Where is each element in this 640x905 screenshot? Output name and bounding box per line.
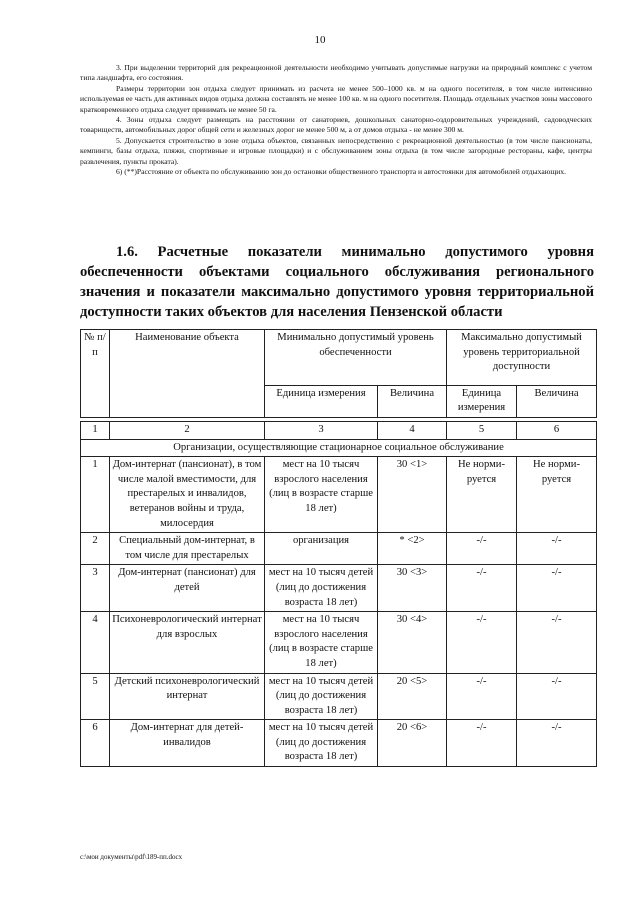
- table-row: [81, 565, 597, 612]
- row-value2: -/-: [517, 673, 597, 720]
- row-name: Дом-интернат (пансионат), в том числе малой вместимости, для престарелых и инвалидов, ветеранов войны и труда, милосердия: [110, 457, 265, 533]
- row-unit: мест на 10 тысяч взрослого населения (лиц в возрасте старше 18 лет): [265, 612, 378, 673]
- row-value2: Не норми-руется: [517, 457, 597, 533]
- row-value: 30 <4>: [378, 612, 447, 673]
- header-unit2: Единица измерения: [447, 385, 517, 417]
- paragraph: 6) (**)Расстояние от объекта по обслуживанию зон до остановки общественного транспорта и автостоянки для автомобилей отдыхающих.: [116, 167, 566, 177]
- row-unit: мест на 10 тысяч детей (лиц до достижения возраста 18 лет): [265, 720, 378, 767]
- row-unit: мест на 10 тысяч детей (лиц до достижения возраста 18 лет): [265, 565, 378, 612]
- row-num: 5: [81, 673, 110, 720]
- row-unit: мест на 10 тысяч взрослого населения (лиц в возрасте старше 18 лет): [265, 457, 378, 533]
- row-num: 6: [81, 720, 110, 767]
- table-row: [81, 673, 597, 720]
- row-value2: -/-: [517, 533, 597, 565]
- row-value: * <2>: [378, 533, 447, 565]
- col-num: 6: [517, 422, 597, 440]
- row-value2: -/-: [517, 612, 597, 673]
- page-number: 10: [314, 34, 326, 46]
- header-row: [81, 330, 597, 386]
- row-name: Психоневрологический интернат для взрослых: [110, 612, 265, 673]
- paragraph: 3. При выделении территорий для рекреационной деятельности необходимо учитывать допустимые нагрузки на природный комплекс с учетом типа ландшафта, его состояния.: [80, 63, 592, 83]
- paragraph: 5. Допускается строительство в зоне отдыха объектов, связанных непосредственно с рекреационной деятельностью (в том числе пансионаты, кемпинги, базы отдыха, пляжи, спортивные и игровые площадки) и с обслуживанием зоны отдыха (в том числе загородные рестораны, кафе, центры развлечения, пункты проката).: [80, 135, 592, 166]
- row-value2: -/-: [517, 720, 597, 767]
- section-title-cell: Организации, осуществляющие стационарное социальное обслуживание: [81, 439, 597, 457]
- header-unit: Единица измерения: [265, 385, 378, 417]
- col-num: 2: [110, 422, 265, 440]
- row-unit: мест на 10 тысяч детей (лиц до достижения возраста 18 лет): [265, 673, 378, 720]
- row-unit2: -/-: [447, 673, 517, 720]
- header-max-access: Максимально допустимый уровень территориальной доступности: [447, 330, 597, 386]
- table-row: [81, 533, 597, 565]
- section-number: 1.6.: [116, 244, 138, 260]
- row-unit2: -/-: [447, 533, 517, 565]
- row-value: 20 <5>: [378, 673, 447, 720]
- header-value2: Величина: [517, 385, 597, 417]
- row-num: 3: [81, 565, 110, 612]
- col-num: 4: [378, 422, 447, 440]
- col-num: 1: [81, 422, 110, 440]
- row-num: 4: [81, 612, 110, 673]
- row-unit2: -/-: [447, 612, 517, 673]
- section-title: Расчетные показатели минимально допустимого уровня обеспеченности объектами социального обслуживания регионального значения и показатели максимально допустимого уровня территориальной доступности таких объектов для населения Пензенской области: [80, 244, 594, 320]
- row-name: Специальный дом-интернат, в том числе для престарелых: [110, 533, 265, 565]
- indicators-table: [80, 329, 597, 767]
- row-value2: -/-: [517, 565, 597, 612]
- header-value: Величина: [378, 385, 447, 417]
- header-name: Наименование объекта: [110, 330, 265, 418]
- row-name: Дом-интернат для детей-инвалидов: [110, 720, 265, 767]
- row-name: Детский психоневрологический интернат: [110, 673, 265, 720]
- row-num: 1: [81, 457, 110, 533]
- table-row: [81, 457, 597, 533]
- row-name: Дом-интернат (пансионат) для детей: [110, 565, 265, 612]
- column-numbers-row: [81, 422, 597, 440]
- row-value: 30 <1>: [378, 457, 447, 533]
- row-unit: организация: [265, 533, 378, 565]
- intro-paragraphs: [80, 63, 592, 177]
- section-row: [81, 439, 597, 457]
- header-min-level: Минимально допустимый уровень обеспеченности: [265, 330, 447, 386]
- paragraph: Размеры территории зон отдыха следует принимать из расчета не менее 500–1000 кв. м на одного посетителя, в том числе интенсивно используемая ее часть для активных видов отдыха должна составлять не менее 100 кв. м на одного посетителя. Площадь отдельных участков зоны массового кратковременного отдыха следует принимать не менее 50 га.: [80, 83, 592, 114]
- row-unit2: Не норми-руется: [447, 457, 517, 533]
- row-value: 30 <3>: [378, 565, 447, 612]
- table-row: [81, 720, 597, 767]
- header-num: № п/п: [81, 330, 110, 418]
- row-value: 20 <6>: [378, 720, 447, 767]
- col-num: 3: [265, 422, 378, 440]
- paragraph: 4. Зоны отдыха следует размещать на расстоянии от санаториев, дошкольных санаторно-оздоровительных учреждений, садоводческих товариществ, автомобильных дорог общей сети и железных дорог не менее 500 м, а от домов отдыха - не менее 300 м.: [80, 115, 592, 135]
- row-num: 2: [81, 533, 110, 565]
- row-unit2: -/-: [447, 565, 517, 612]
- table-row: [81, 612, 597, 673]
- file-path-footer: c:\мои документы\pdf\189-пп.docx: [80, 853, 183, 861]
- col-num: 5: [447, 422, 517, 440]
- row-unit2: -/-: [447, 720, 517, 767]
- section-heading: [80, 242, 594, 322]
